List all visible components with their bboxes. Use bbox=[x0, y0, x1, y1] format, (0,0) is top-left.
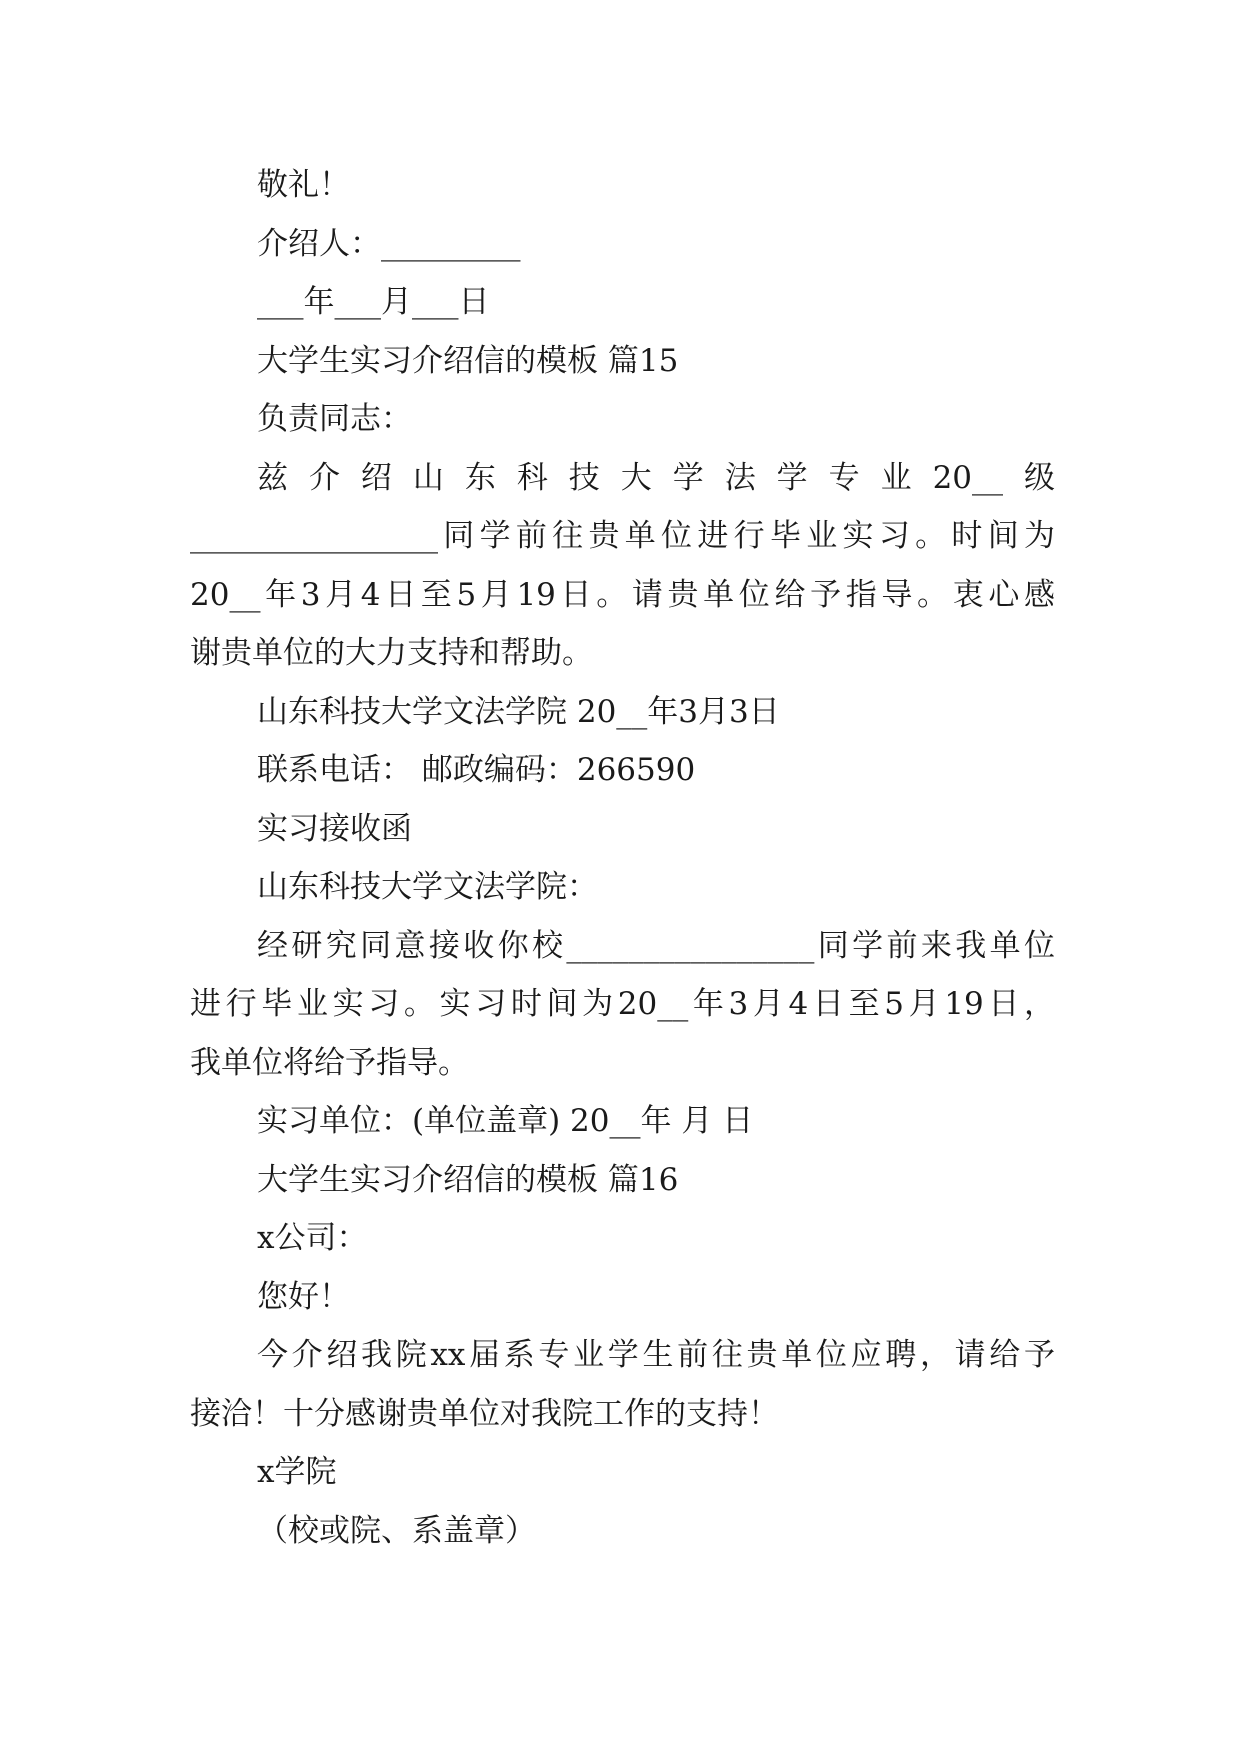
greeting-line: 负责同志： bbox=[257, 401, 412, 437]
paragraph-line: 20__年3月4日至5月19日。请贵单位给予指导。衷心感 bbox=[190, 576, 1055, 613]
contact-line: 联系电话： 邮政编码：266590 bbox=[257, 752, 696, 788]
seal-note: （校或院、系盖章） bbox=[257, 1512, 536, 1549]
paragraph-line: 兹介绍山东科技大学法学专业20__级 bbox=[257, 459, 1055, 496]
introducer-line: 介绍人：_________ bbox=[257, 225, 521, 262]
recommendation-paragraph bbox=[190, 1326, 1055, 1443]
paragraph-line: 经研究同意接收你校________________同学前来我单位 bbox=[257, 927, 1055, 964]
section-heading-15: 大学生实习介绍信的模板 篇15 bbox=[257, 342, 679, 379]
closing-salutation: 敬礼！ bbox=[257, 167, 350, 203]
paragraph-line: 今介绍我院xx届系专业学生前往贵单位应聘，请给予 bbox=[257, 1337, 1055, 1373]
paragraph-line: 我单位将给予指导。 bbox=[190, 1044, 469, 1081]
document-body bbox=[190, 156, 1055, 1560]
paragraph-line: 进行毕业实习。实习时间为20__年3月4日至5月19日， bbox=[190, 986, 1055, 1022]
acceptance-paragraph bbox=[190, 917, 1055, 1093]
company-addressee: x公司： bbox=[257, 1220, 368, 1256]
introduction-paragraph bbox=[190, 449, 1055, 683]
date-line: ___年___月___日 bbox=[257, 284, 490, 320]
hello-line: 您好！ bbox=[257, 1278, 350, 1315]
acceptance-addressee: 山东科技大学文法学院： bbox=[257, 869, 598, 905]
paragraph-line: 接洽！十分感谢贵单位对我院工作的支持！ bbox=[190, 1395, 779, 1432]
internship-unit-line: 实习单位：(单位盖章) 20__年 月 日 bbox=[257, 1103, 754, 1139]
acceptance-title: 实习接收函 bbox=[257, 810, 412, 847]
college-signature: x学院 bbox=[257, 1454, 337, 1490]
sender-signature: 山东科技大学文法学院 20__年3月3日 bbox=[257, 693, 780, 730]
paragraph-line: 谢贵单位的大力支持和帮助。 bbox=[190, 635, 593, 671]
section-heading-16: 大学生实习介绍信的模板 篇16 bbox=[257, 1161, 679, 1198]
paragraph-line: ________________同学前往贵单位进行毕业实习。时间为 bbox=[190, 518, 1055, 554]
